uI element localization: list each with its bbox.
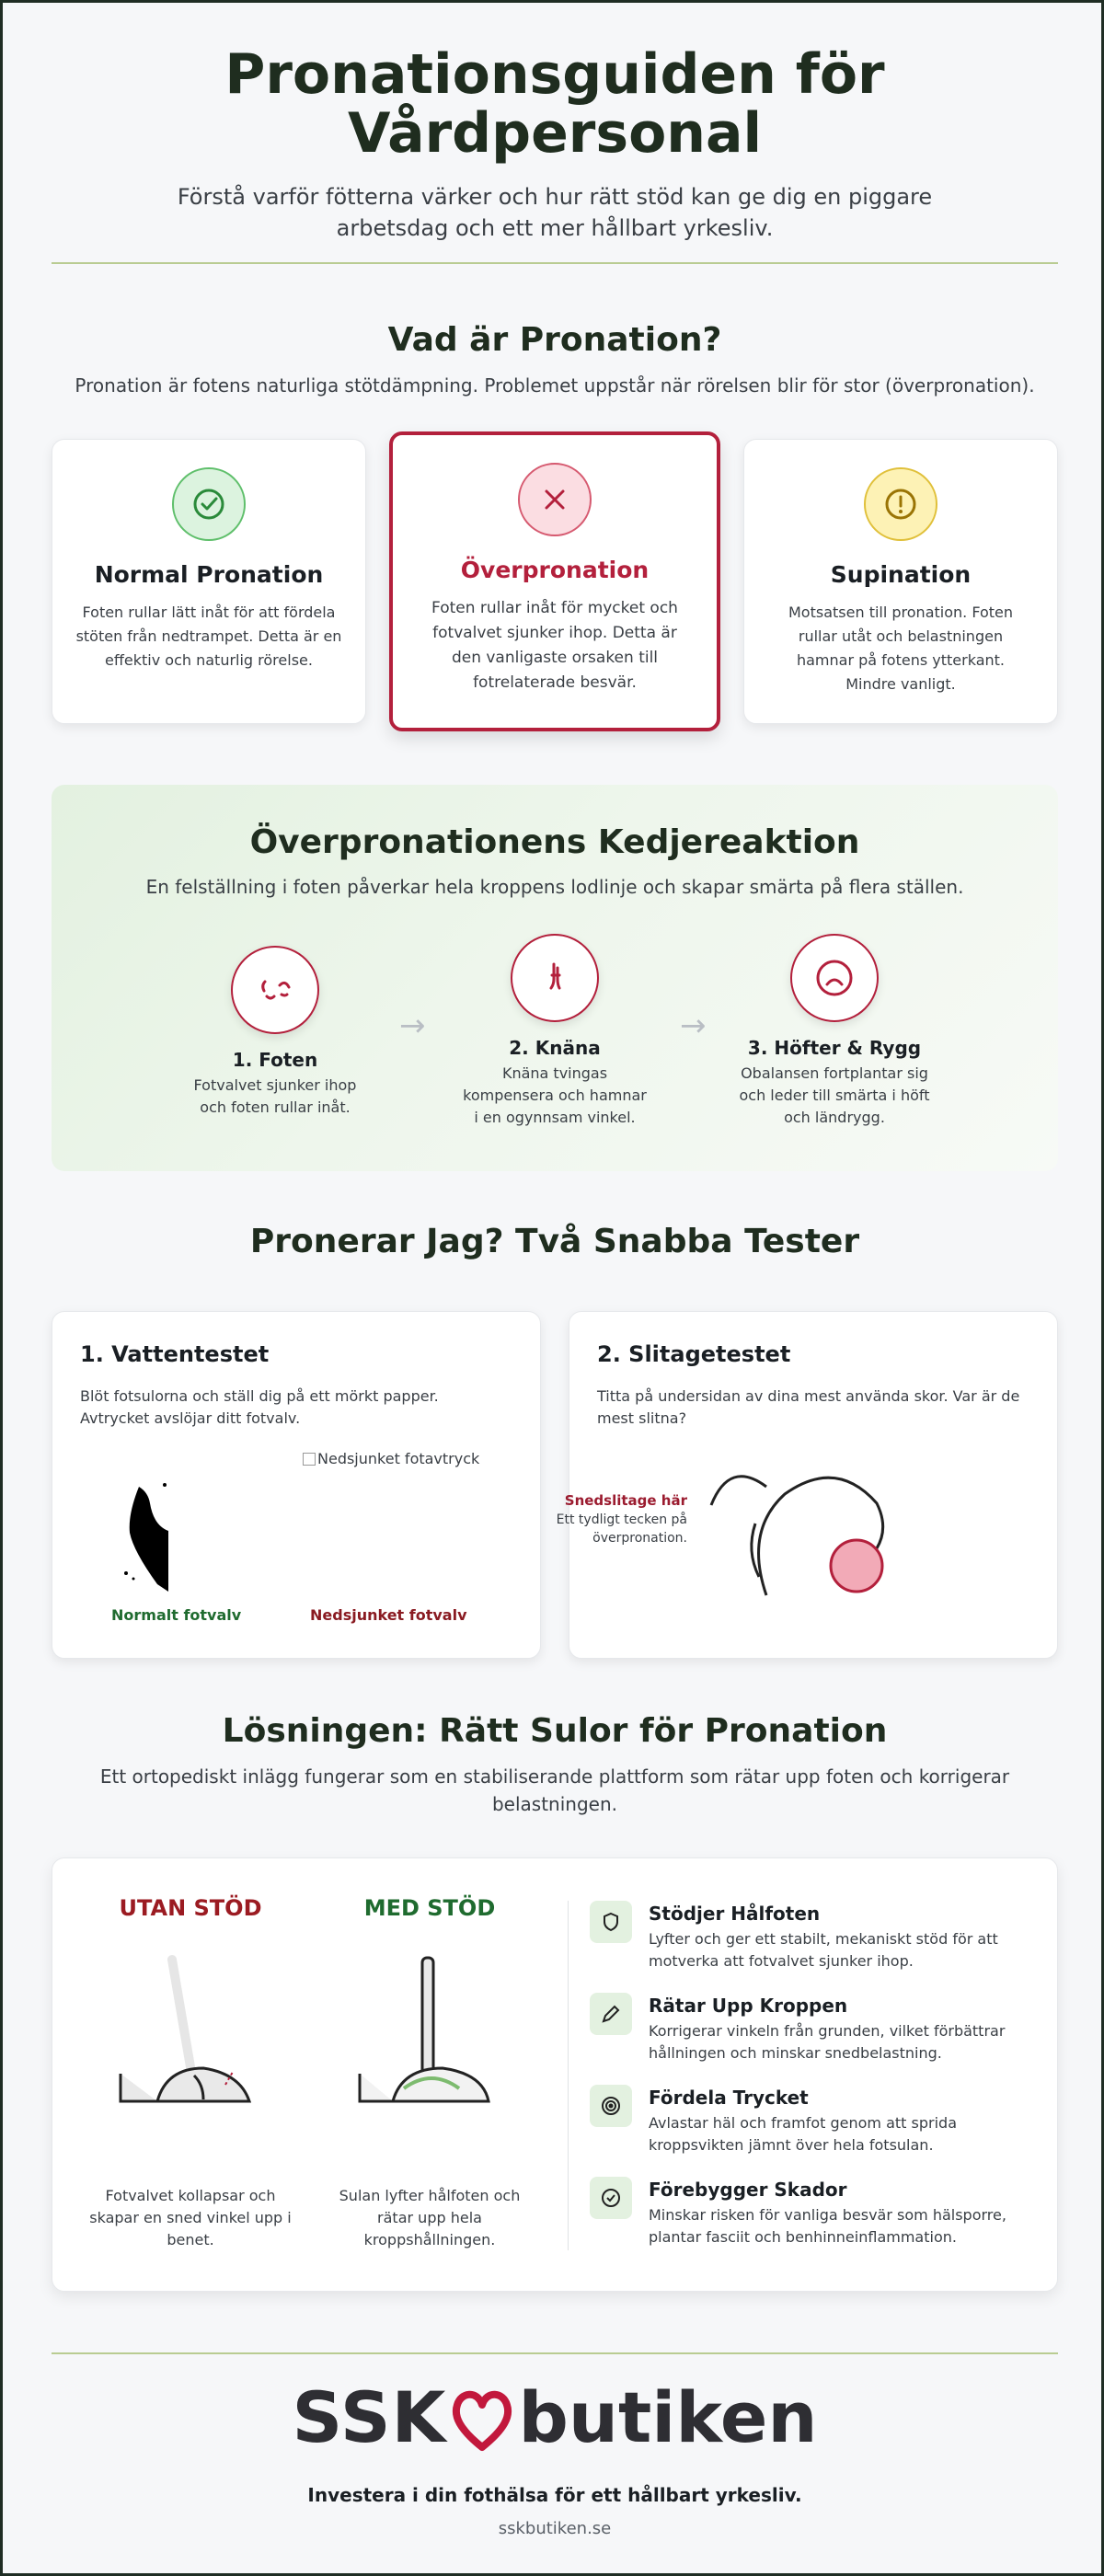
- chain-step-foot: [165, 946, 385, 1119]
- card-title: Överpronation: [460, 557, 650, 583]
- check-circle-icon: [172, 467, 246, 541]
- chain-section: [52, 785, 1058, 1171]
- chain-step-knee: [444, 934, 665, 1129]
- wear-test-text: Titta på undersidan av dina mest använda skor. Var är de mest slitna?: [597, 1387, 1020, 1427]
- water-test-title: 1. Vattentestet: [80, 1341, 270, 1367]
- knee-icon: [511, 934, 599, 1022]
- arrow-right-icon: →: [399, 1007, 426, 1044]
- logo-text-right: butiken: [518, 2376, 818, 2458]
- chain-step-hip-back: [724, 934, 945, 1129]
- label-fallen-arch: Nedsjunket fotvalv: [310, 1606, 467, 1624]
- card-title: Normal Pronation: [94, 561, 324, 588]
- wear-label-text: Ett tydligt tecken på överpronation.: [556, 1512, 687, 1546]
- card-normal-pronation: [52, 439, 366, 724]
- card-overpronation: [389, 431, 720, 731]
- step-text: Knäna tvingas kompensera och hamnar i en ogynnsam vinkel.: [463, 1064, 647, 1126]
- arrow-right-icon: →: [680, 1007, 707, 1044]
- water-test-card: [52, 1311, 541, 1659]
- feature-text: Lyfter och ger ett stabilt, mekaniskt stöd för att motverka att fotvalvet sjunker ihop.: [649, 1930, 998, 1970]
- footer-url-link[interactable]: sskbutiken.se: [498, 2519, 612, 2538]
- solution-subtitle: Ett ortopediskt inlägg fungerar som en stabiliserande plattform som rätar upp foten och korrigerar belastningen.: [99, 1765, 1010, 1815]
- solution-card: [52, 1857, 1058, 2292]
- shoe-sole-wear-icon: [707, 1459, 928, 1606]
- title-line-2: Vårdpersonal: [347, 101, 763, 166]
- page-title: [52, 42, 1058, 166]
- divider: [52, 2352, 1058, 2354]
- tests-section-header: [52, 1223, 1058, 1260]
- what-title: Vad är Pronation?: [387, 321, 722, 359]
- brand-logo[interactable]: [52, 2376, 1058, 2458]
- card-title: Supination: [830, 561, 972, 588]
- feet-icon: [231, 946, 319, 1034]
- fallen-footprint-broken-image: Nedsjunket fotavtryck: [303, 1450, 479, 1467]
- step-title: 3. Höfter & Rygg: [747, 1037, 922, 1059]
- hero: [52, 42, 1058, 244]
- feature-title: Förebygger Skador: [649, 2179, 847, 2201]
- title-line-1: Pronationsguiden för: [224, 42, 885, 107]
- feature-text: Korrigerar vinkeln från grunden, vilket förbättrar hållningen och minskar snedbelastning.: [649, 2022, 1006, 2062]
- chain-subtitle: En felställning i foten påverkar hela kroppens lodlinje och skapar smärta på flera ställen.: [145, 876, 964, 898]
- with-support-text: Sulan lyfter hålfoten och rätar upp hela kroppshållningen.: [339, 2187, 521, 2248]
- shield-icon: [590, 1901, 632, 1943]
- check-circle-icon: [590, 2177, 632, 2219]
- exclamation-icon: [864, 467, 937, 541]
- feature-title: Stödjer Hålfoten: [649, 1903, 821, 1925]
- tests-title: Pronerar Jag? Två Snabba Tester: [249, 1223, 860, 1260]
- step-title: 1. Foten: [232, 1049, 318, 1071]
- wear-label-title: Snedslitage här: [564, 1492, 687, 1509]
- label-normal-arch: Normalt fotvalv: [111, 1606, 242, 1624]
- card-text: Foten rullar lätt inåt för att fördela stöten från nedtrampet. Detta är en effektiv och naturlig rörelse.: [75, 604, 342, 669]
- step-text: Fotvalvet sjunker ihop och foten rullar inåt.: [193, 1076, 357, 1116]
- leg-without-support-icon: [117, 1950, 255, 2125]
- without-support-title: UTAN STÖD: [119, 1895, 262, 1921]
- step-text: Obalansen fortplantar sig och leder till smärta i höft och ländrygg.: [739, 1064, 930, 1126]
- logo-text-left: SSK: [292, 2376, 447, 2458]
- leg-with-support-icon: [356, 1950, 494, 2125]
- wear-test-card: [556, 1311, 1058, 1659]
- normal-footprint-icon: [117, 1478, 181, 1606]
- feature-title: Fördela Trycket: [649, 2087, 809, 2109]
- step-title: 2. Knäna: [509, 1037, 601, 1059]
- card-supination: [743, 439, 1058, 724]
- water-test-text: Blöt fotsulorna och ställ dig på ett mörkt papper. Avtrycket avslöjar ditt fotvalv.: [80, 1387, 439, 1427]
- frown-icon: [790, 934, 879, 1022]
- feature-text: Minskar risken för vanliga besvär som hälsporre, plantar fasciit och benhinneinflammation.: [649, 2206, 1006, 2246]
- wear-test-title: 2. Slitagetestet: [597, 1341, 791, 1367]
- feature-text: Avlastar häl och framfot genom att sprida kroppsvikten jämnt över hela fotsulan.: [649, 2114, 957, 2154]
- card-text: Foten rullar inåt för mycket och fotvalvet sjunker ihop. Detta är den vanligaste orsaken till fotrelaterade besvär.: [431, 599, 678, 692]
- heart-icon: [450, 2381, 514, 2455]
- chain-title: Överpronationens Kedjereaktion: [249, 823, 860, 861]
- footer-tagline: Investera i din fothälsa för ett hållbart yrkesliv.: [307, 2484, 802, 2506]
- divider: [52, 262, 1058, 264]
- with-support-title: MED STÖD: [363, 1895, 496, 1921]
- card-text: Motsatsen till pronation. Foten rullar utåt och belastningen hamnar på fotens ytterkant. Mindre vanligt.: [788, 604, 1013, 693]
- solution-title: Lösningen: Rätt Sulor för Pronation: [222, 1712, 888, 1750]
- vertical-divider: [568, 1901, 569, 2250]
- footer: [52, 2376, 1058, 2538]
- wear-label: [551, 1492, 687, 1547]
- solution-section-header: [52, 1712, 1058, 1818]
- target-icon: [590, 2085, 632, 2127]
- page-subtitle: Förstå varför fötterna värker och hur rätt stöd kan ge dig en piggare arbetsdag och ett mer hållbart yrkesliv.: [177, 184, 933, 241]
- without-support-text: Fotvalvet kollapsar och skapar en sned vinkel upp i benet.: [89, 2187, 292, 2248]
- what-subtitle: Pronation är fotens naturliga stötdämpning. Problemet uppstår när rörelsen blir för stor (överpronation).: [75, 374, 1035, 397]
- what-section-header: [52, 321, 1058, 399]
- pencil-icon: [590, 1993, 632, 2035]
- x-icon: [518, 463, 592, 536]
- feature-title: Rätar Upp Kroppen: [649, 1995, 848, 2017]
